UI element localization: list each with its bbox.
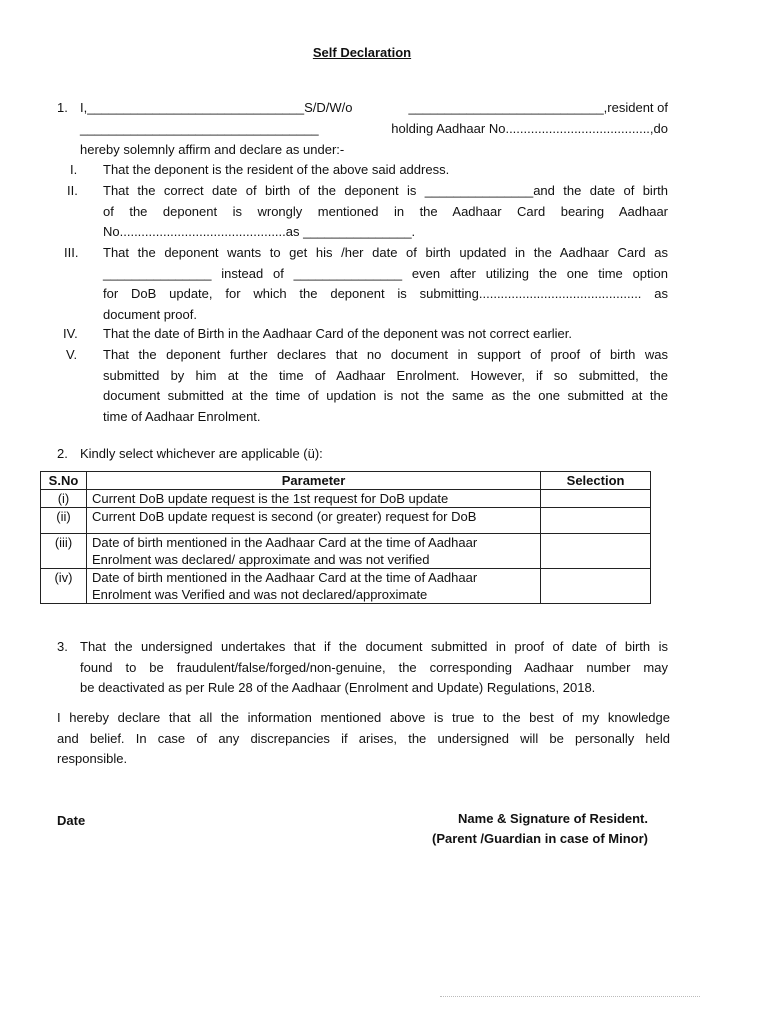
- item-number: V.: [66, 347, 78, 362]
- para2-number: 2.: [57, 446, 68, 461]
- item-line: That the deponent wants to get his /her date of birth updated in the Aadhaar Card as: [103, 245, 668, 260]
- para3-line: That the undersigned undertakes that if the document submitted in proof of date of birth is: [80, 639, 668, 654]
- item-line: That the date of Birth in the Aadhaar Card of the deponent was not correct earlier.: [103, 326, 573, 341]
- guardian-label: (Parent /Guardian in case of Minor): [432, 831, 648, 846]
- para3-line: found to be fraudulent/false/forged/non-genuine, the corresponding Aadhaar number may: [80, 659, 668, 675]
- item-line: document submitted at the time of updation is not the same as the one submitted at the: [103, 388, 668, 403]
- header-parameter: Parameter: [86, 472, 540, 490]
- para1-line1-a: I,______________________________S/D/W/o: [80, 100, 353, 115]
- page-title: Self Declaration: [312, 45, 412, 60]
- item-line: That the correct date of birth of the deponent is _______________and the date of birth: [103, 183, 668, 198]
- para1-line2: [80, 119, 668, 140]
- item-number: I.: [70, 162, 78, 177]
- selection-cell[interactable]: [541, 490, 651, 508]
- item-line: document proof.: [103, 306, 197, 322]
- header-selection: Selection: [541, 472, 651, 490]
- item-line: of the deponent is wrongly mentioned in the Aadhaar Card bearing Aadhaar: [103, 203, 668, 219]
- row-parameter-line: Date of birth mentioned in the Aadhaar Card at the time of Aadhaar: [91, 570, 478, 585]
- item-text: [103, 181, 668, 243]
- para1-line2-a: _________________________________: [80, 121, 319, 136]
- item-number: III.: [64, 245, 79, 260]
- para1-line2-b: holding Aadhaar No........................................,do: [391, 121, 668, 136]
- table-row: [41, 508, 651, 534]
- row-sno: (iii): [41, 534, 87, 569]
- row-parameter: [86, 534, 540, 569]
- para1-line3: hereby solemnly affirm and declare as under:-: [80, 142, 345, 157]
- row-parameter-line: Enrolment was declared/ approximate and was not verified: [91, 552, 430, 567]
- signature-label: Name & Signature of Resident.: [458, 811, 648, 826]
- declaration-line: I hereby declare that all the information mentioned above is true to the best of my knowledge: [57, 710, 670, 725]
- item-line: That the deponent is the resident of the above said address.: [103, 162, 450, 177]
- para1-line1-b: ___________________________,resident of: [408, 100, 668, 115]
- selection-table: [40, 471, 651, 604]
- row-sno: (ii): [41, 508, 87, 534]
- row-parameter-line: Current DoB update request is second (or greater) request for DoB: [91, 509, 477, 524]
- row-sno: (i): [41, 490, 87, 508]
- item-line: for DoB update, for which the deponent is submitting............................................. as: [103, 286, 668, 301]
- para1-number: 1.: [57, 100, 68, 115]
- selection-cell[interactable]: [541, 534, 651, 569]
- declaration-line: responsible.: [57, 751, 128, 766]
- declaration-text: [57, 708, 670, 770]
- table-row: [41, 534, 651, 569]
- item-number: IV.: [63, 326, 78, 341]
- item-text: [103, 243, 668, 325]
- row-parameter-line: Current DoB update request is the 1st request for DoB update: [91, 491, 449, 506]
- table-header-row: [41, 472, 651, 490]
- para1-line1: [80, 98, 668, 119]
- selection-cell[interactable]: [541, 508, 651, 534]
- table-row: [41, 490, 651, 508]
- row-parameter: [86, 569, 540, 604]
- row-parameter-line: Enrolment was Verified and was not declared/approximate: [91, 587, 428, 602]
- row-parameter: [86, 508, 540, 534]
- row-parameter: [86, 490, 540, 508]
- item-line: _______________ instead of _______________ even after utilizing the one time option: [103, 265, 668, 281]
- item-line: submitted by him at the time of Aadhaar Enrolment. However, if so submitted, the: [103, 367, 668, 383]
- row-sno: (iv): [41, 569, 87, 604]
- item-line: time of Aadhaar Enrolment.: [103, 408, 261, 424]
- declaration-line: and belief. In case of any discrepancies if arises, the undersigned will be personally held: [57, 730, 670, 746]
- item-line: That the deponent further declares that no document in support of proof of birth was: [103, 347, 668, 362]
- selection-cell[interactable]: [541, 569, 651, 604]
- item-text: [103, 345, 668, 427]
- table-row: [41, 569, 651, 604]
- item-text: [103, 160, 668, 181]
- scan-artifact-line: [440, 996, 700, 998]
- para3-text: [80, 637, 668, 699]
- item-text: [103, 324, 668, 345]
- row-parameter-line: Date of birth mentioned in the Aadhaar Card at the time of Aadhaar: [91, 535, 478, 550]
- para2-text: Kindly select whichever are applicable (ü):: [80, 446, 323, 461]
- para3-number: 3.: [57, 639, 68, 654]
- header-sno: S.No: [41, 472, 87, 490]
- date-label: Date: [57, 813, 86, 828]
- item-line: No..............................................as _______________.: [103, 224, 416, 239]
- item-number: II.: [67, 183, 78, 198]
- para3-line: be deactivated as per Rule 28 of the Aadhaar (Enrolment and Update) Regulations, 2018.: [80, 680, 596, 695]
